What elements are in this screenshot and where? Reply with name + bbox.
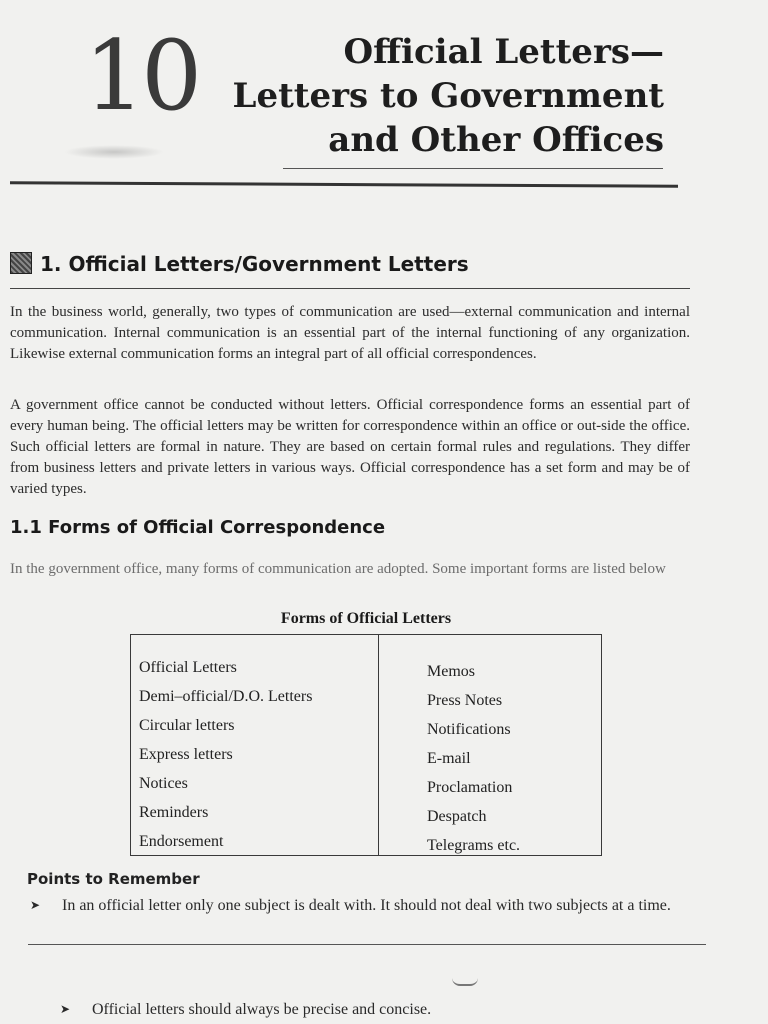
paragraph: A government office cannot be conducted without letters. Official correspondence forms an essential part of every human being. The official letters may be written for correspondence within an office or out-side the office. Such official letters are formal in nature. They are based on certain formal rules and regulations. They differ from business letters and private letters in various ways. Official correspondence has a set form and may be of varied types.	[10, 397, 690, 497]
chapter-title-line: Letters to Government	[232, 76, 664, 116]
table-cell: Telegrams etc.	[427, 837, 521, 854]
chapter-divider	[10, 181, 678, 187]
chapter-title-line: and Other Offices	[328, 120, 664, 160]
bullet-arrow-icon: ➤	[30, 898, 41, 912]
table-title: Forms of Official Letters	[280, 610, 452, 627]
paragraph: In the government office, many forms of communication are adopted. Some important forms are listed below	[10, 561, 666, 577]
table-cell: Express letters	[139, 746, 233, 763]
chapter-number: 10	[84, 20, 199, 132]
section-rule	[10, 288, 690, 289]
table-cell: Official Letters	[139, 659, 237, 676]
ink-smudge	[64, 145, 164, 159]
pen-mark	[452, 978, 478, 986]
table-cell: Circular letters	[139, 717, 235, 734]
list-item	[60, 999, 740, 1020]
list-item	[30, 895, 710, 916]
paragraph: In the business world, generally, two types of communication are used—external communication and internal communication. Internal communication is an essential part of the internal functioning of any organization. Likewise external communication forms an integral part of all official correspondences.	[10, 304, 690, 362]
section-marker-icon	[10, 252, 32, 274]
section-heading-text: 1. Official Letters/Government Letters	[40, 252, 469, 276]
table-cell: Endorsement	[139, 833, 224, 850]
table-cell: Demi–official/D.O. Letters	[139, 688, 313, 705]
forms-table	[130, 634, 602, 856]
table-column-right	[379, 635, 601, 855]
subsection-heading: 1.1 Forms of Official Correspondence	[10, 517, 386, 538]
points-to-remember-heading: Points to Remember	[27, 870, 200, 888]
table-cell: Reminders	[139, 804, 209, 821]
bullet-arrow-icon: ➤	[60, 1002, 71, 1016]
table-cell: Press Notes	[427, 692, 503, 709]
table-cell: Proclamation	[427, 779, 513, 796]
list-item-text: In an official letter only one subject is dealt with. It should not deal with two subjects at a time.	[62, 897, 671, 914]
table-cell: Notifications	[427, 721, 511, 738]
table-cell: Despatch	[427, 808, 487, 825]
table-cell: Memos	[427, 663, 475, 680]
title-underline	[283, 168, 663, 169]
table-column-left	[131, 635, 379, 855]
list-item-text: Official letters should always be precise and concise.	[92, 1001, 432, 1018]
section-heading	[10, 252, 469, 276]
chapter-title-line: Official Letters—	[343, 32, 664, 72]
table-cell: E-mail	[427, 750, 471, 767]
chapter-title	[233, 30, 664, 162]
table-cell: Notices	[139, 775, 188, 792]
points-rule	[28, 944, 706, 945]
